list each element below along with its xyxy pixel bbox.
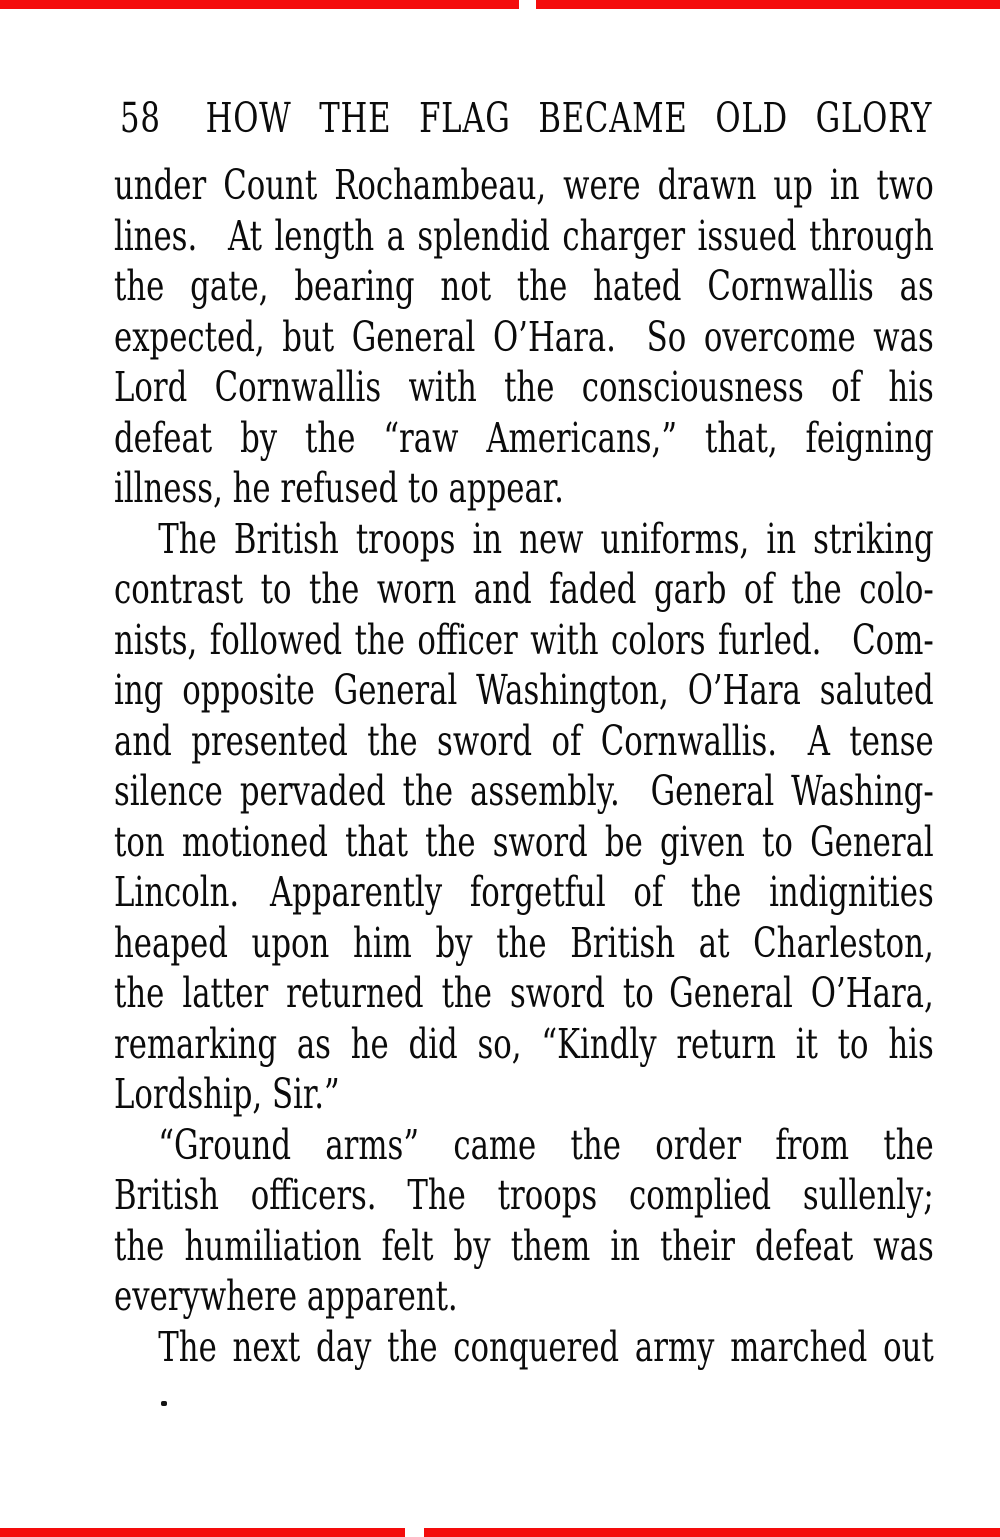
text-block	[114, 160, 934, 1372]
running-header	[120, 94, 933, 142]
text-line: under Count Rochambeau, were drawn up in two	[114, 161, 934, 209]
red-edge-bar-bottom-left	[0, 1528, 405, 1537]
page-number: 58	[120, 94, 161, 142]
text-line: silence pervaded the assembly. General Washing-	[114, 767, 934, 815]
text-line: “Ground arms” came the order from the	[158, 1120, 934, 1169]
text-line: nists, followed the officer with colors furled. Com-	[114, 615, 934, 664]
text-line: and presented the sword of Cornwallis. A tense	[114, 716, 934, 765]
text-line: the latter returned the sword to General O’Hara,	[114, 969, 934, 1017]
text-line: ing opposite General Washington, O’Hara saluted	[114, 666, 934, 714]
text-line: The British troops in new uniforms, in striking	[158, 514, 934, 563]
running-title: HOW THE FLAG BECAME OLD GLORY	[205, 94, 933, 142]
text-line: remarking as he did so, “Kindly return it to his	[114, 1019, 934, 1068]
text-line: everywhere apparent.	[114, 1272, 458, 1320]
text-line: lines. At length a splendid charger issued through	[114, 211, 934, 260]
text-line: expected, but General O’Hara. So overcome was	[114, 312, 934, 361]
text-line: contrast to the worn and faded garb of the colo-	[114, 565, 934, 613]
text-line: Lincoln. Apparently forgetful of the indignities	[114, 868, 934, 916]
text-line: British officers. The troops complied sullenly;	[114, 1171, 934, 1219]
text-line: defeat by the “raw Americans,” that, feigning	[114, 413, 934, 462]
text-line: ton motioned that the sword be given to General	[114, 817, 934, 866]
red-edge-bar-bottom-right	[424, 1528, 1000, 1537]
text-line: the gate, bearing not the hated Cornwallis as	[114, 262, 934, 310]
red-edge-bar-top-right	[536, 0, 1000, 9]
ink-speck	[161, 1401, 167, 1406]
text-line: Lord Cornwallis with the consciousness of his	[114, 363, 934, 411]
text-line: illness, he refused to appear.	[114, 464, 564, 512]
text-line: heaped upon him by the British at Charleston,	[114, 918, 934, 967]
text-line: The next day the conquered army marched out	[158, 1322, 934, 1371]
text-line: the humiliation felt by them in their defeat was	[114, 1221, 934, 1270]
text-line: Lordship, Sir.”	[114, 1070, 340, 1118]
red-edge-bar-top-left	[0, 0, 519, 9]
